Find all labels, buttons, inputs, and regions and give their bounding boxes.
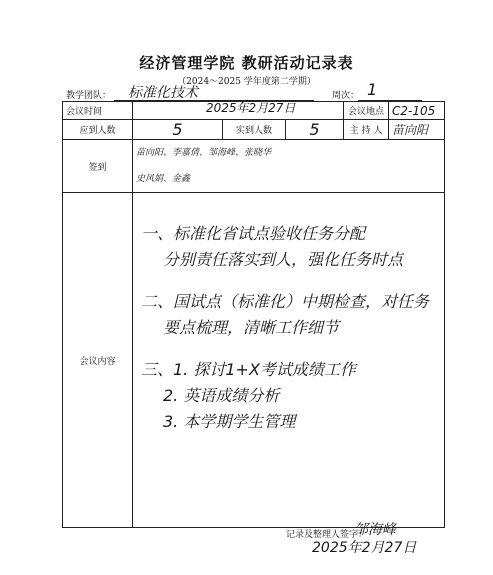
time-value: 2025年2月27日: [206, 101, 296, 115]
expected-label: 应到人数: [63, 120, 133, 140]
notes-line: 二、国试点（标准化）中期检查，对任务: [141, 292, 430, 311]
expected-value: 5: [172, 120, 183, 139]
form-subtitle: （2024～2025 学年度第二学期）: [177, 77, 316, 87]
time-label: 会议时间: [63, 102, 133, 120]
actual-value: 5: [309, 120, 320, 139]
signin-line-1: 苗向阳、李嘉倩、邹海峰、张晓华: [136, 148, 272, 158]
notes-item-3: [141, 357, 409, 435]
notes-line: 3. 本学期学生管理: [163, 412, 296, 431]
week-label: 周次：: [332, 91, 360, 101]
notes-line: 2. 英语成绩分析: [163, 386, 280, 405]
team-value: 标准化技术: [128, 85, 198, 101]
signin-cell: [133, 140, 445, 193]
notes-line: 分别责任落实到人，强化任务时点: [163, 250, 404, 269]
signin-line-2: 史风娟、金鑫: [136, 174, 191, 184]
host-value: 苗向阳: [392, 123, 429, 137]
time-value-cell: [133, 102, 344, 120]
content-label: 会议内容: [63, 193, 133, 528]
notes-line: 一、标准化省试点验收任务分配: [141, 224, 366, 243]
attendance-row: [63, 120, 445, 140]
expected-value-cell: [133, 120, 223, 140]
recorder-signature: 邹海峰: [354, 522, 396, 538]
signin-label: 签到: [63, 140, 133, 193]
notes-line: 要点梳理，清晰工作细节: [163, 318, 340, 337]
actual-value-cell: [286, 120, 344, 140]
notes-item-1: [141, 221, 409, 273]
host-value-cell: [389, 120, 445, 140]
meeting-time-row: [63, 102, 445, 120]
form-title: 经济管理学院 教研活动记录表: [139, 54, 354, 72]
team-label: 教学团队：: [66, 91, 112, 101]
recorder-label: 记录及整理人签字：: [286, 530, 368, 540]
place-label: 会议地点: [344, 102, 389, 120]
week-value: 1: [367, 80, 378, 99]
content-row: [63, 193, 445, 528]
actual-label: 实到人数: [223, 120, 286, 140]
content-cell: [133, 193, 445, 528]
record-date: 2025年2月27日: [312, 540, 417, 556]
host-label: 主 持 人: [344, 120, 389, 140]
signin-row: [63, 140, 445, 193]
notes-item-2: [141, 289, 430, 341]
record-table: [62, 101, 445, 528]
place-value: C2-105: [392, 103, 436, 118]
place-value-cell: [389, 102, 445, 120]
meeting-notes: [141, 221, 430, 435]
notes-line: 三、1. 探讨1+X考试成绩工作: [141, 360, 356, 379]
